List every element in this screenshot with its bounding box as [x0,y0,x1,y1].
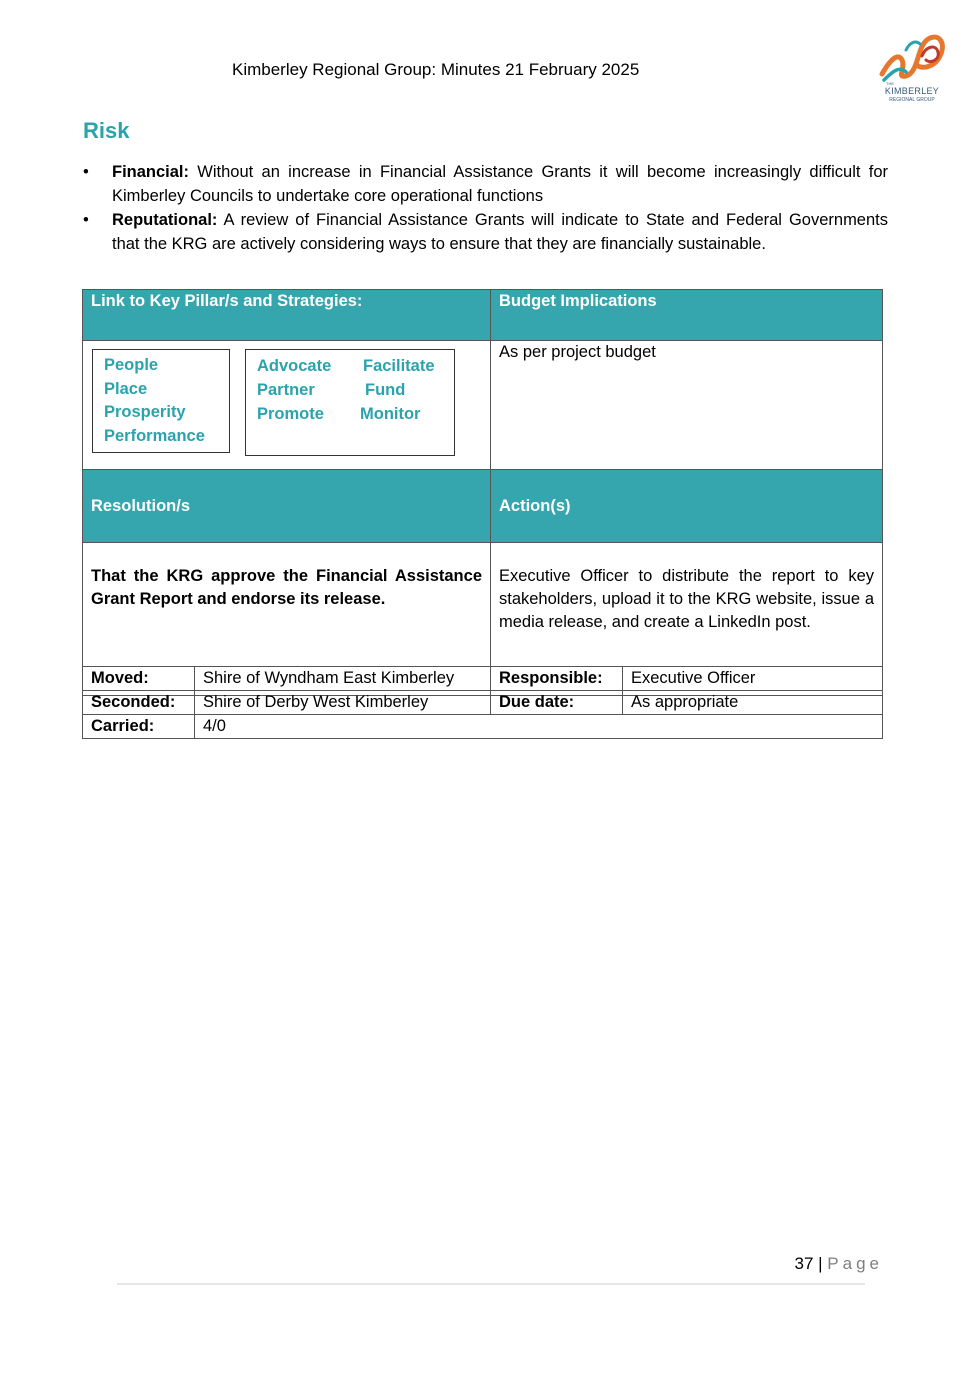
seconded-value: Shire of Derby West Kimberley [195,691,491,715]
logo-swirl-icon [876,30,948,86]
page-word: Page [827,1254,883,1273]
responsible-value: Executive Officer [623,667,883,691]
due-date-label: Due date: [491,691,623,715]
risk-list [83,160,888,256]
page-footer [794,1254,883,1274]
pillars-header: Link to Key Pillar/s and Strategies: [83,290,491,341]
strategy-item: Advocate [257,357,332,375]
carried-value: 4/0 [195,715,883,739]
kimberley-logo [876,30,948,110]
pillar-item: Prosperity [104,403,186,421]
bullet-icon: • [83,163,89,181]
risk-item-financial [83,160,888,208]
due-date-value: As appropriate [623,691,883,715]
motion-table [82,666,883,739]
strategy-item: Facilitate [363,357,435,375]
pillar-item: Place [104,379,148,398]
strategy-item: Promote [257,405,324,423]
moved-value: Shire of Wyndham East Kimberley [195,667,491,691]
budget-cell: As per project budget [491,341,883,470]
risk-item-text: A review of Financial Assistance Grants will indicate to State and Federal Governments that the KRG are actively considering ways to ensure that they are financially sustainable. [112,211,888,253]
resolution-header: Resolution/s [83,470,491,543]
action-cell: Executive Officer to distribute the report to key stakeholders, upload it to the KRG website, issue a media release, and create a LinkedIn post. [491,543,883,696]
footer-separator: | [818,1254,823,1273]
bullet-icon: • [83,211,89,229]
logo-the-text: THE [886,81,894,86]
logo-sub-text: REGIONAL GROUP [889,97,935,103]
moved-label: Moved: [83,667,195,691]
pillars-box [92,349,230,453]
document-header-title: Kimberley Regional Group: Minutes 21 February 2025 [232,60,640,79]
seconded-label: Seconded: [83,691,195,715]
strategy-item: Partner [257,381,315,399]
action-header: Action(s) [491,470,883,543]
strategy-item: Fund [365,381,406,399]
risk-item-reputational [83,208,888,256]
risk-item-label: Reputational: [112,211,218,229]
footer-divider [117,1283,865,1285]
page-number: 37 [794,1254,814,1273]
risk-item-text: Without an increase in Financial Assistance Grants it will become increasingly difficult for Kimberley Councils to undertake core operational functions [112,163,888,205]
resolution-table [82,289,883,696]
logo-name-text: KIMBERLEY [884,86,940,96]
risk-item-label: Financial: [112,163,190,181]
budget-header: Budget Implications [491,290,883,341]
strategy-item: Monitor [360,405,421,423]
responsible-label: Responsible: [491,667,623,691]
carried-label: Carried: [83,715,195,739]
risk-heading: Risk [83,118,130,143]
pillar-item: Performance [104,426,205,445]
resolution-text: That the KRG approve the Financial Assistance Grant Report and endorse its release. [91,567,482,608]
pillar-item: People [104,356,159,374]
pillars-cell [83,341,491,470]
strategies-box [245,349,455,456]
